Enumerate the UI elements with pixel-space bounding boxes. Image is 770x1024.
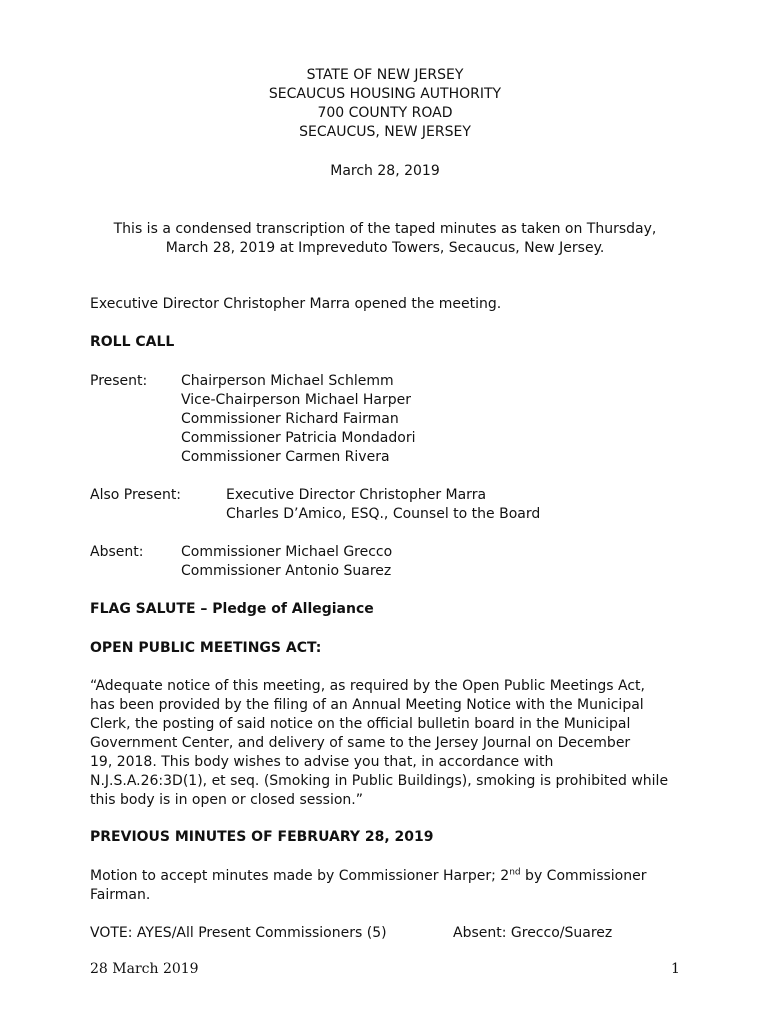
also-present-label: Also Present: [90, 487, 182, 503]
present-member: Commissioner Carmen Rivera [181, 449, 390, 465]
meeting-date: March 28, 2019 [330, 163, 440, 179]
header-state: STATE OF NEW JERSEY [306, 67, 464, 83]
opma-heading: OPEN PUBLIC MEETINGS ACT: [90, 640, 322, 656]
motion-line-2: Fairman. [90, 887, 151, 903]
motion-line-1 [90, 867, 646, 886]
opma-line: Clerk, the posting of said notice on the official bulletin board in the Municipal [90, 716, 631, 732]
header-city: SECAUCUS, NEW JERSEY [299, 124, 471, 140]
also-present-member: Charles D’Amico, ESQ., Counsel to the Board [226, 506, 541, 522]
intro-line-1: This is a condensed transcription of the taped minutes as taken on Thursday, [113, 221, 657, 237]
vote-absent: Absent: Grecco/Suarez [453, 925, 613, 941]
absent-member: Commissioner Antonio Suarez [181, 563, 392, 579]
opma-line: 19, 2018. This body wishes to advise you that, in accordance with [90, 754, 554, 770]
motion-ordinal: nd [509, 867, 521, 878]
opma-line: Government Center, and delivery of same to the Jersey Journal on December [90, 735, 631, 751]
opma-line: has been provided by the filing of an Annual Meeting Notice with the Municipal [90, 697, 644, 713]
motion-text-b: by Commissioner [520, 868, 647, 884]
opening-statement: Executive Director Christopher Marra opened the meeting. [90, 296, 502, 312]
flag-salute-heading: FLAG SALUTE – Pledge of Allegiance [90, 601, 374, 617]
previous-minutes-heading: PREVIOUS MINUTES OF FEBRUARY 28, 2019 [90, 829, 434, 845]
present-member: Commissioner Patricia Mondadori [181, 430, 416, 446]
present-member: Chairperson Michael Schlemm [181, 373, 394, 389]
absent-member: Commissioner Michael Grecco [181, 544, 393, 560]
also-present-member: Executive Director Christopher Marra [226, 487, 487, 503]
opma-line: N.J.S.A.26:3D(1), et seq. (Smoking in Public Buildings), smoking is prohibited while [90, 773, 669, 789]
intro-line-2: March 28, 2019 at Impreveduto Towers, Secaucus, New Jersey. [165, 240, 605, 256]
present-member: Vice-Chairperson Michael Harper [181, 392, 412, 408]
footer-date: 28 March 2019 [90, 961, 199, 977]
opma-line: this body is in open or closed session.” [90, 792, 363, 808]
header-authority: SECAUCUS HOUSING AUTHORITY [268, 86, 502, 102]
motion-text-a: Motion to accept minutes made by Commissioner Harper; 2 [90, 868, 510, 884]
present-label: Present: [90, 373, 148, 389]
vote-result: VOTE: AYES/All Present Commissioners (5) [90, 925, 387, 941]
roll-call-heading: ROLL CALL [90, 334, 175, 350]
header-address: 700 COUNTY ROAD [317, 105, 453, 121]
opma-line: “Adequate notice of this meeting, as required by the Open Public Meetings Act, [90, 678, 645, 694]
present-member: Commissioner Richard Fairman [181, 411, 399, 427]
absent-label: Absent: [90, 544, 144, 560]
page-number: 1 [671, 961, 680, 977]
